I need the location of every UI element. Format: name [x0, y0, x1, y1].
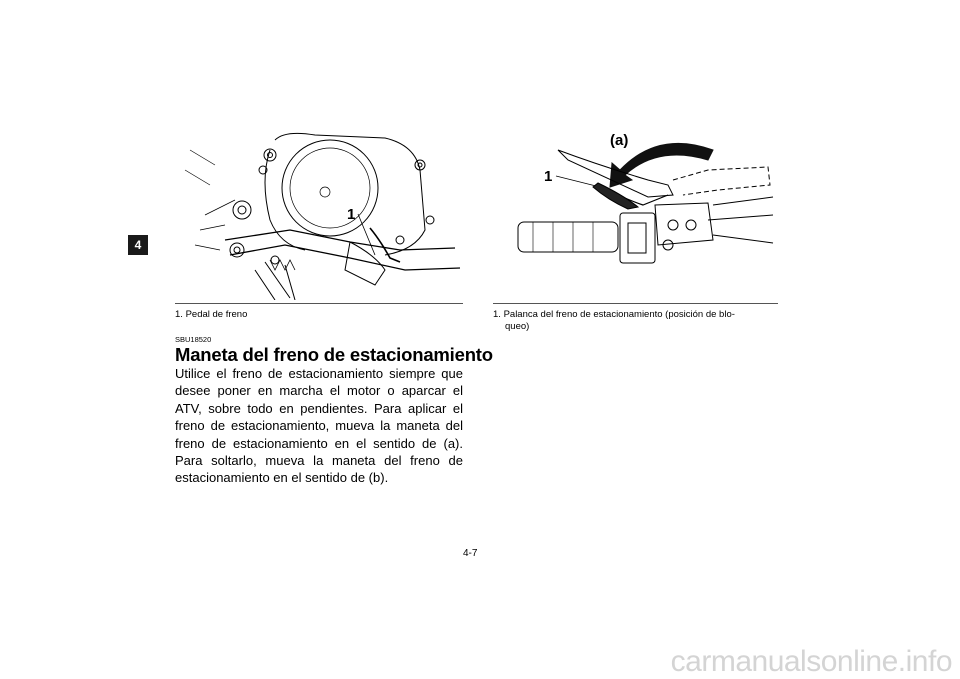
caption-text: Pedal de freno	[185, 309, 248, 320]
arrow-label-a: (a)	[610, 132, 629, 149]
parking-brake-lever-illustration	[508, 125, 778, 285]
caption-text-continued: queo)	[505, 321, 530, 332]
figure-caption-left	[175, 303, 463, 321]
section-body: Utilice el freno de estacionamiento siempre que desee poner en marcha el motor o aparcar el ATV, sobre todo en pendientes. Para aplicar el freno de estacionamiento, mueva la maneta del freno de estacionamiento en el sentido de (a). Para soltarlo, mueva la maneta del freno de estacionamiento en el sentido de (b).	[175, 366, 463, 486]
watermark: carmanualsonline.info	[670, 645, 952, 678]
caption-number: 1.	[175, 309, 183, 320]
brake-pedal-illustration	[175, 130, 465, 300]
callout-1-right: 1	[544, 168, 553, 185]
section-title: Maneta del freno de estacionamiento	[175, 344, 493, 365]
figure-caption-right	[493, 303, 778, 333]
section-code: SBU18520	[175, 335, 212, 344]
callout-1: 1	[347, 206, 356, 223]
caption-text: Palanca del freno de estacionamiento (posición de blo-	[503, 309, 735, 320]
page-number: 4-7	[463, 548, 478, 559]
chapter-tab: 4	[128, 235, 148, 255]
caption-number: 1.	[493, 309, 501, 320]
